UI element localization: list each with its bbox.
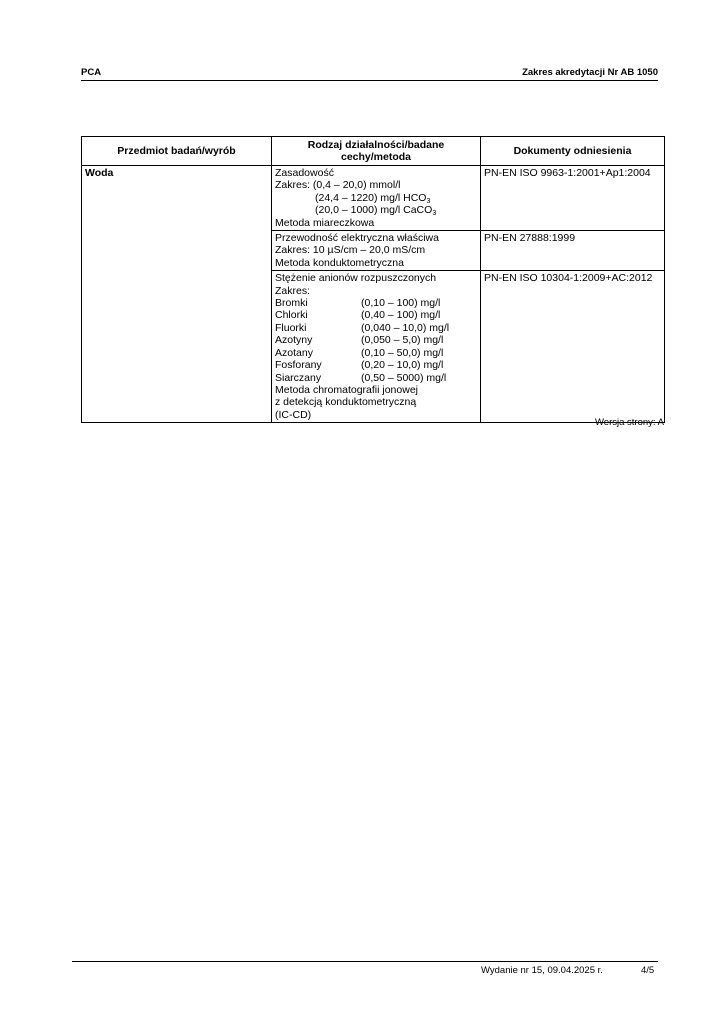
- caco3-subscript: 3: [432, 210, 437, 218]
- activity-cell: [272, 231, 481, 271]
- header-documents: Dokumenty odniesienia: [481, 137, 665, 166]
- activity-line: Zakres: 10 µS/cm – 20,0 mS/cm: [275, 244, 426, 257]
- table-header-row: [82, 137, 665, 166]
- activity-line: Zakres:: [275, 284, 311, 297]
- anion-row: [275, 359, 477, 371]
- method-line: z detekcją konduktometryczną: [275, 396, 417, 409]
- caco3-range: [275, 204, 477, 216]
- header-activity: Rodzaj działalności/badane cechy/metoda: [272, 137, 481, 166]
- anion-row: [275, 297, 477, 309]
- activity-line: Stężenie anionów rozpuszczonych: [275, 272, 437, 285]
- document-cell: PN-EN 27888:1999: [481, 231, 665, 271]
- hco3-text: (24,4 – 1220) mg/l HCO: [315, 191, 427, 204]
- header-org: PCA: [81, 67, 102, 78]
- anion-name: Azotany: [275, 346, 313, 359]
- anion-range: (0,40 – 100) mg/l: [361, 309, 441, 322]
- anion-range: (0,050 – 5,0) mg/l: [361, 334, 444, 347]
- footer-edition: Wydanie nr 15, 09.04.2025 r.: [481, 965, 603, 976]
- hco3-range: [275, 192, 477, 204]
- activity-line: Zasadowość: [275, 167, 334, 179]
- document-cell: PN-EN ISO 9963-1:2001+Ap1:2004: [481, 166, 665, 231]
- footer-divider: [72, 961, 658, 962]
- anion-name: Azotyny: [275, 334, 313, 347]
- document-cell: PN-EN ISO 10304-1:2009+AC:2012: [481, 271, 665, 423]
- anion-row: [275, 347, 477, 359]
- anion-range: (0,20 – 10,0) mg/l: [361, 359, 444, 372]
- header-product: Przedmiot badań/wyrób: [82, 137, 272, 166]
- anion-range: (0,10 – 100) mg/l: [361, 297, 441, 310]
- activity-line: Metoda konduktometryczna: [275, 256, 404, 269]
- anion-name: Fosforany: [275, 359, 322, 372]
- anion-row: [275, 309, 477, 321]
- anion-range: (0,50 – 5000) mg/l: [361, 371, 447, 384]
- anion-row: [275, 322, 477, 334]
- product-cell: Woda: [82, 166, 272, 423]
- activity-line: Przewodność elektryczna właściwa: [275, 232, 439, 245]
- anion-name: Fluorki: [275, 321, 307, 334]
- anion-row: [275, 372, 477, 384]
- method-line: Metoda miareczkowa: [275, 216, 375, 229]
- page-version: Wersja strony: A: [595, 417, 664, 428]
- footer-page-number: 4/5: [641, 965, 655, 976]
- anion-name: Siarczany: [275, 371, 322, 384]
- activity-line: Zakres: (0,4 – 20,0) mmol/l: [275, 179, 401, 192]
- method-line: (IC-CD): [275, 408, 312, 421]
- scope-table: [81, 136, 665, 423]
- anion-range: (0,10 – 50,0) mg/l: [361, 346, 444, 359]
- header-divider: [81, 80, 658, 81]
- table-row: [82, 166, 665, 231]
- header-scope-title: Zakres akredytacji Nr AB 1050: [522, 67, 658, 78]
- anion-row: [275, 334, 477, 346]
- activity-cell: [272, 166, 481, 231]
- anion-range: (0,040 – 10,0) mg/l: [361, 321, 450, 334]
- method-line: Metoda chromatografii jonowej: [275, 383, 418, 396]
- hco3-subscript: 3: [426, 197, 431, 205]
- caco3-text: (20,0 – 1000) mg/l CaCO: [315, 204, 433, 217]
- anion-name: Chlorki: [275, 309, 308, 322]
- activity-cell: [272, 271, 481, 423]
- anion-name: Bromki: [275, 297, 308, 310]
